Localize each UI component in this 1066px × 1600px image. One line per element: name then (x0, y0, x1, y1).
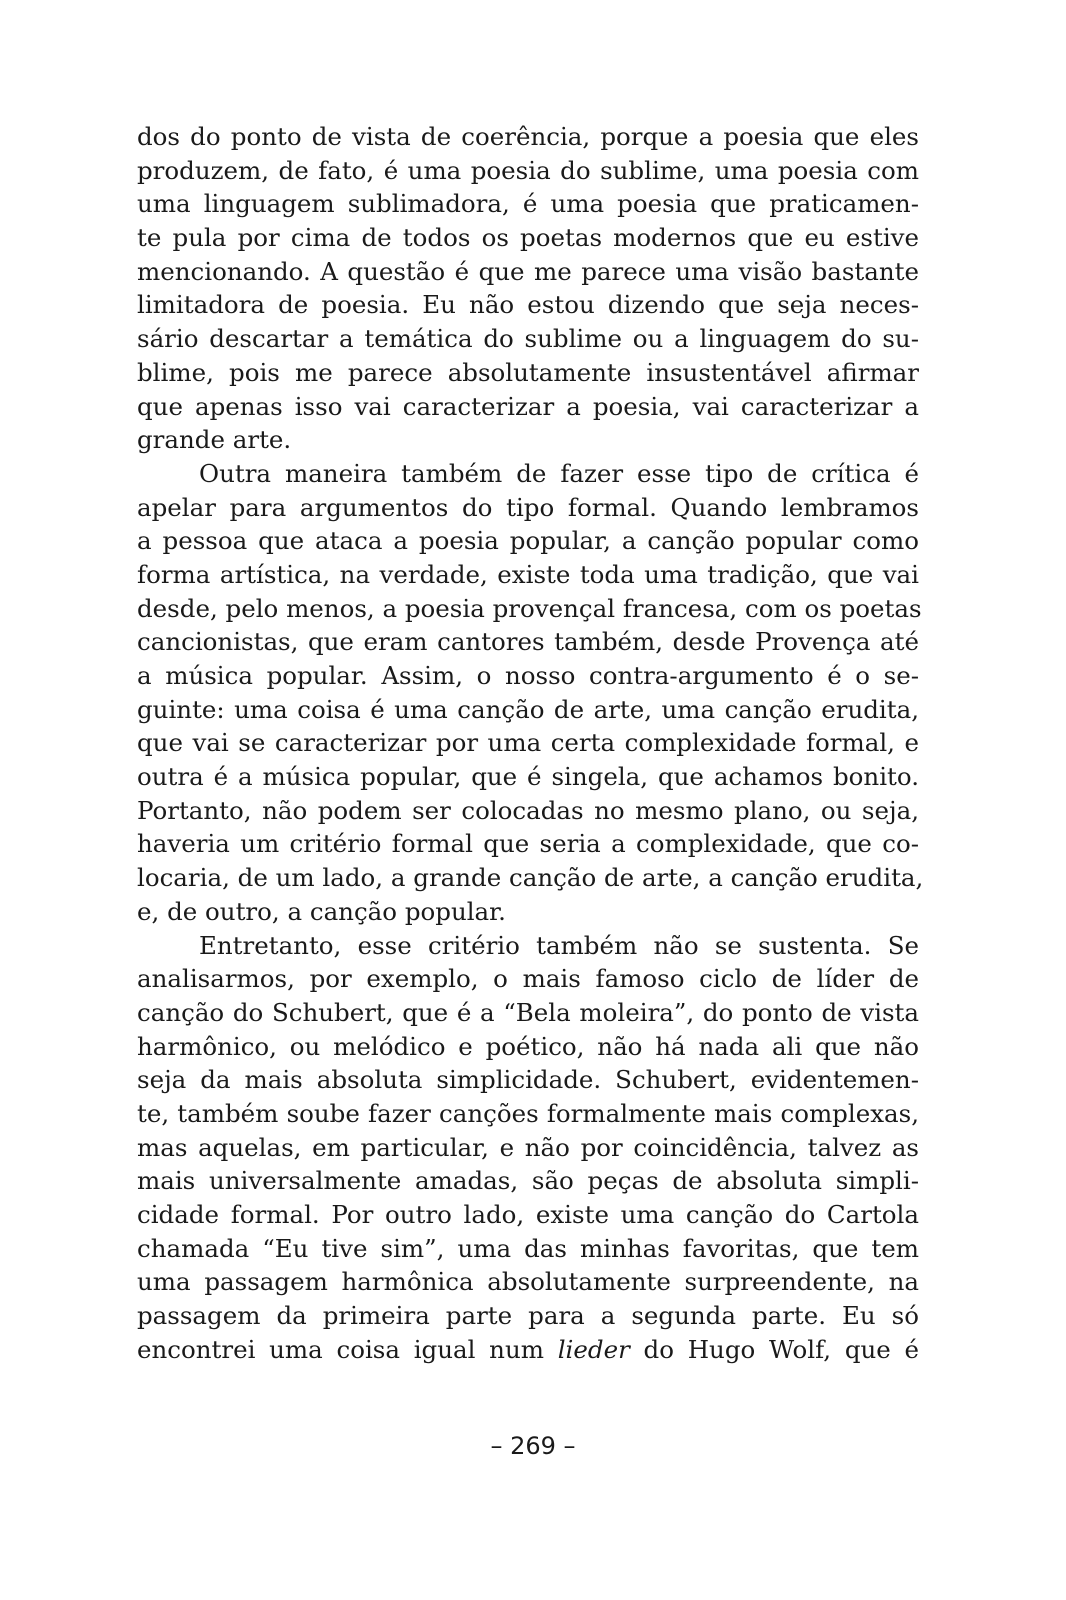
text-line: grande arte. (137, 425, 292, 455)
text-line: que apenas isso vai caracterizar a poesia, vai caracterizar a (137, 391, 919, 421)
text-line: desde, pelo menos, a poesia provençal francesa, com os poetas (137, 593, 922, 623)
page-number: – 269 – (490, 1432, 576, 1460)
text-line: Entretanto, esse critério também não se sustenta. Se (199, 930, 919, 960)
text-segment: do Hugo Wolf, que é (629, 1334, 920, 1364)
text-line: que vai se caracterizar por uma certa complexidade formal, e (137, 728, 919, 758)
text-line: haveria um critério formal que seria a complexidade, que co- (137, 829, 919, 859)
text-line: produzem, de fato, é uma poesia do sublime, uma poesia com (137, 155, 919, 185)
emphasized-term: lieder (557, 1334, 630, 1364)
text-line: seja da mais absoluta simplicidade. Schubert, evidentemen- (137, 1065, 919, 1095)
text-line: te pula por cima de todos os poetas modernos que eu estive (137, 223, 919, 253)
text-line: chamada “Eu tive sim”, uma das minhas favoritas, que tem (137, 1233, 919, 1263)
text-line: limitadora de poesia. Eu não estou dizendo que seja neces- (137, 290, 919, 320)
text-line: analisarmos, por exemplo, o mais famoso ciclo de líder de (137, 964, 919, 994)
text-line: Outra maneira também de fazer esse tipo de crítica é (199, 458, 919, 488)
text-line: forma artística, na verdade, existe toda uma tradição, que vai (137, 559, 919, 589)
text-line: locaria, de um lado, a grande canção de arte, a canção erudita, (137, 863, 924, 893)
text-line: mas aquelas, em particular, e não por coincidência, talvez as (137, 1132, 919, 1162)
text-line: harmônico, ou melódico e poético, não há nada ali que não (137, 1031, 919, 1061)
text-line: uma linguagem sublimadora, é uma poesia que praticamen- (137, 189, 919, 219)
text-line: uma passagem harmônica absolutamente surpreendente, na (137, 1267, 919, 1297)
text-line: e, de outro, a canção popular. (137, 896, 506, 926)
text-line: apelar para argumentos do tipo formal. Quando lembramos (137, 492, 919, 522)
text-line: outra é a música popular, que é singela, que achamos bonito. (137, 762, 919, 792)
text-line: guinte: uma coisa é uma canção de arte, uma canção erudita, (137, 694, 919, 724)
text-line: te, também soube fazer canções formalmente mais complexas, (137, 1098, 919, 1128)
page-body (137, 120, 924, 1366)
text-line: cancionistas, que eram cantores também, desde Provença até (137, 627, 919, 657)
text-line: dos do ponto de vista de coerência, porque a poesia que eles (137, 122, 919, 151)
text-segment: encontrei uma coisa igual num (137, 1334, 558, 1364)
text-line: canção do Schubert, que é a “Bela moleira”, do ponto de vista (137, 997, 919, 1027)
text-line: Portanto, não podem ser colocadas no mesmo plano, ou seja, (137, 795, 919, 825)
text-line: a música popular. Assim, o nosso contra-argumento é o se- (137, 661, 919, 690)
text-line: blime, pois me parece absolutamente insustentável afirmar (137, 357, 919, 387)
text-line: passagem da primeira parte para a segunda parte. Eu só (137, 1301, 919, 1331)
text-line: a pessoa que ataca a poesia popular, a canção popular como (137, 526, 919, 556)
text-line: cidade formal. Por outro lado, existe uma canção do Cartola (137, 1200, 919, 1229)
text-line (137, 1333, 919, 1367)
text-line: mencionando. A questão é que me parece uma visão bastante (137, 256, 919, 286)
text-line: sário descartar a temática do sublime ou a linguagem do su- (137, 324, 919, 354)
text-line: mais universalmente amadas, são peças de absoluta simpli- (137, 1166, 919, 1196)
